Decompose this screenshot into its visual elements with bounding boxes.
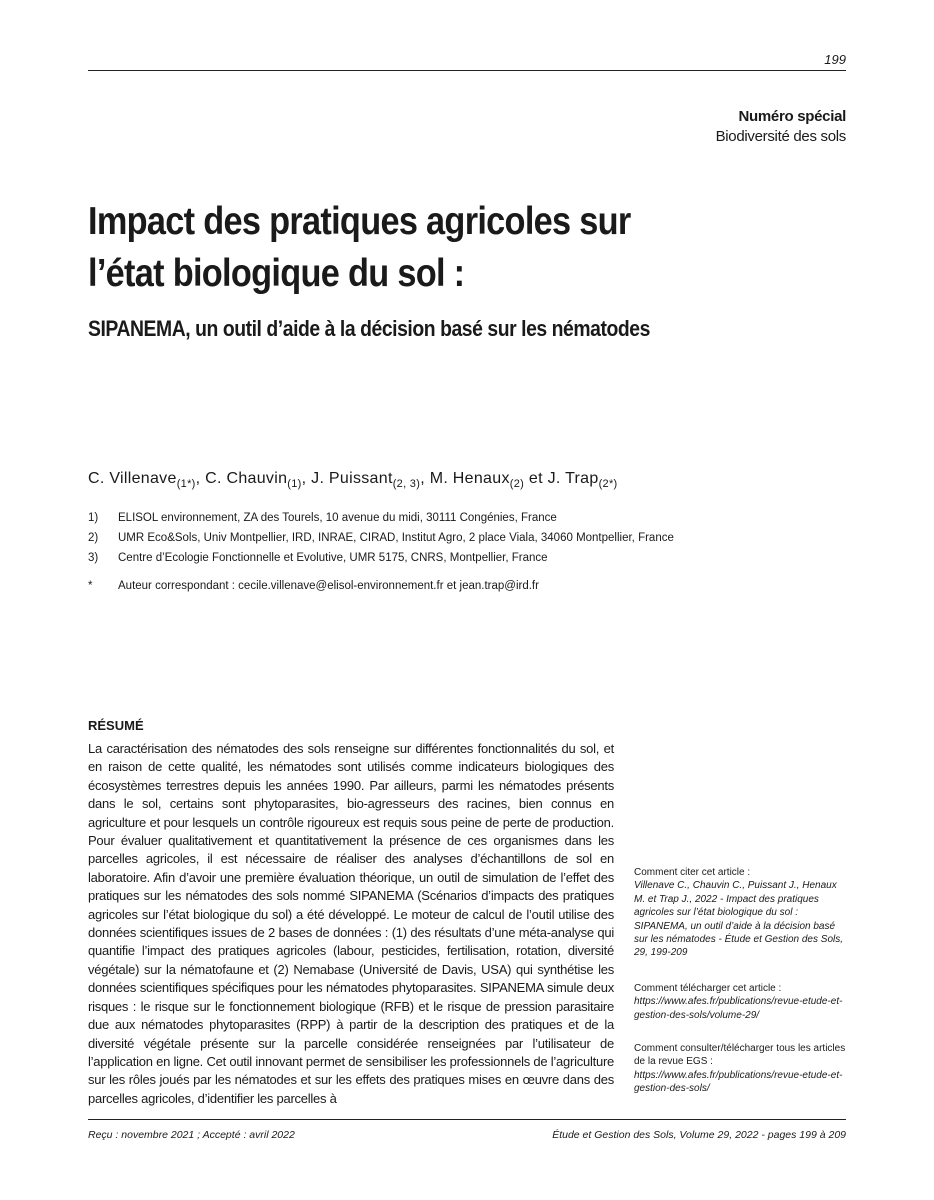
citation-text: Villenave C., Chauvin C., Puissant J., Henaux M. et Trap J., 2022 - Impact des pratiques agricoles sur l’état biologique du sol : SIPANEMA, un outil d’aide à la décision basé sur les nématodes - Étude et Gestion des Sols, 29, 199-209 [634, 880, 843, 959]
browse-block [634, 1042, 848, 1096]
received-accepted-dates: Reçu : novembre 2021 ; Accepté : avril 2022 [88, 1129, 295, 1141]
special-issue-block [716, 108, 846, 145]
download-link[interactable]: https://www.afes.fr/publications/revue-etude-et-gestion-des-sols/volume-29/ [634, 996, 843, 1021]
affiliation-number: 3) [88, 552, 99, 564]
page-number: 199 [824, 52, 846, 67]
article-subtitle: SIPANEMA, un outil d’aide à la décision basé sur les nématodes [88, 316, 650, 341]
download-block [634, 982, 848, 1022]
article-title [88, 196, 722, 300]
special-issue-label: Numéro spécial [738, 108, 846, 125]
download-label: Comment télécharger cet article : [634, 983, 782, 994]
corresponding-mark: * [88, 580, 93, 592]
author-list [88, 470, 618, 490]
header-rule [88, 70, 846, 71]
author-affiliation-ref: (2*) [598, 478, 618, 491]
citation-label: Comment citer cet article : [634, 867, 751, 878]
title-line: Impact des pratiques agricoles sur [88, 200, 631, 243]
affiliation-text: UMR Eco&Sols, Univ Montpellier, IRD, INRAE, CIRAD, Institut Agro, 2 place Viala, 34060 Montpellier, France [118, 532, 674, 544]
author-name: C. Villenave [88, 470, 177, 487]
author-affiliation-ref: (1*) [176, 478, 196, 491]
affiliation-text: Centre d’Ecologie Fonctionnelle et Evolutive, UMR 5175, CNRS, Montpellier, France [118, 552, 548, 564]
affiliation-text: ELISOL environnement, ZA des Tourels, 10 avenue du midi, 30111 Congénies, France [118, 512, 557, 524]
author-separator: et [524, 470, 548, 487]
author-separator: , [420, 470, 430, 487]
author-name: J. Puissant [311, 470, 393, 487]
author-name: J. Trap [547, 470, 599, 487]
affiliation-item [88, 512, 557, 524]
resume-heading: RÉSUMÉ [88, 718, 144, 733]
journal-reference: Étude et Gestion des Sols, Volume 29, 2022 - pages 199 à 209 [552, 1129, 846, 1141]
author-separator: , [195, 470, 206, 487]
title-line: l’état biologique du sol : [88, 252, 465, 295]
citation-block [634, 866, 848, 960]
author-affiliation-ref: (1) [287, 478, 302, 491]
footer-rule [88, 1119, 846, 1120]
affiliation-number: 2) [88, 532, 99, 544]
browse-label: Comment consulter/télécharger tous les articles de la revue EGS : [634, 1043, 846, 1068]
author-affiliation-ref: (2, 3) [392, 478, 421, 491]
author-name: M. Henaux [429, 470, 510, 487]
affiliation-item [88, 552, 548, 564]
corresponding-text: Auteur correspondant : cecile.villenave@elisol-environnement.fr et jean.trap@ird.fr [118, 580, 539, 592]
affiliation-number: 1) [88, 512, 99, 524]
browse-link[interactable]: https://www.afes.fr/publications/revue-etude-et-gestion-des-sols/ [634, 1069, 843, 1095]
author-affiliation-ref: (2) [509, 478, 525, 491]
author-separator: , [301, 470, 312, 487]
special-issue-theme: Biodiversité des sols [715, 128, 846, 145]
affiliation-item [88, 532, 674, 544]
corresponding-author [88, 580, 539, 592]
author-name: C. Chauvin [205, 470, 288, 487]
abstract-text: La caractérisation des nématodes des sols renseigne sur différentes fonctionnalités du sol, et en raison de cette qualité, les nématodes sont utilisés comme indicateurs biologiques des écosystèmes terrestres depuis les années 1990. Par ailleurs, parmi les nématodes présents dans le sol, certains sont phytoparasites, bio-agresseurs des racines, bien connus en agriculture et pour lesquels un contrôle rigoureux est requis sous peine de perte de production. Pour évaluer qualitativement et quantitativement la présence de ces organismes dans les parcelles agricoles, il est nécessaire de réaliser des analyses d’échantillons de sol en laboratoire. Afin d’avoir une première évaluation théorique, un outil de simulation de l’effet des pratiques sur les nématodes des sols nommé SIPANEMA (Scénarios d’impacts des pratiques agricoles sur l’état biologique du sol) a été développé. Le moteur de calcul de l’outil utilise des données scientifiques issues de 2 bases de données : (1) des résultats d’une méta-analyse qui quantifie l’impact des pratiques agricoles (labour, pesticides, fertilisation, rotation, diversité végétale) sur la nématofaune et (2) Nemabase (Université de Davis, USA) qui synthétise les données scientifiques spécifiques pour les nématodes phytoparasites. SIPANEMA simule deux risques : le risque sur le fonctionnement biologique (RFB) et le risque de pression parasitaire due aux nématodes phytoparasites (RPP) à partir de la description des pratiques et de la diversité végétale présente sur la parcelle considérée renseignées par l’utilisateur de l’application en ligne. Cet outil innovant permet de sensibiliser les professionnels de l’agriculture sur les rôles joués par les nématodes et sur les effets des pratiques mises en œuvre dans des parcelles agricoles, d’identifier les parcelles à [88, 741, 614, 1106]
